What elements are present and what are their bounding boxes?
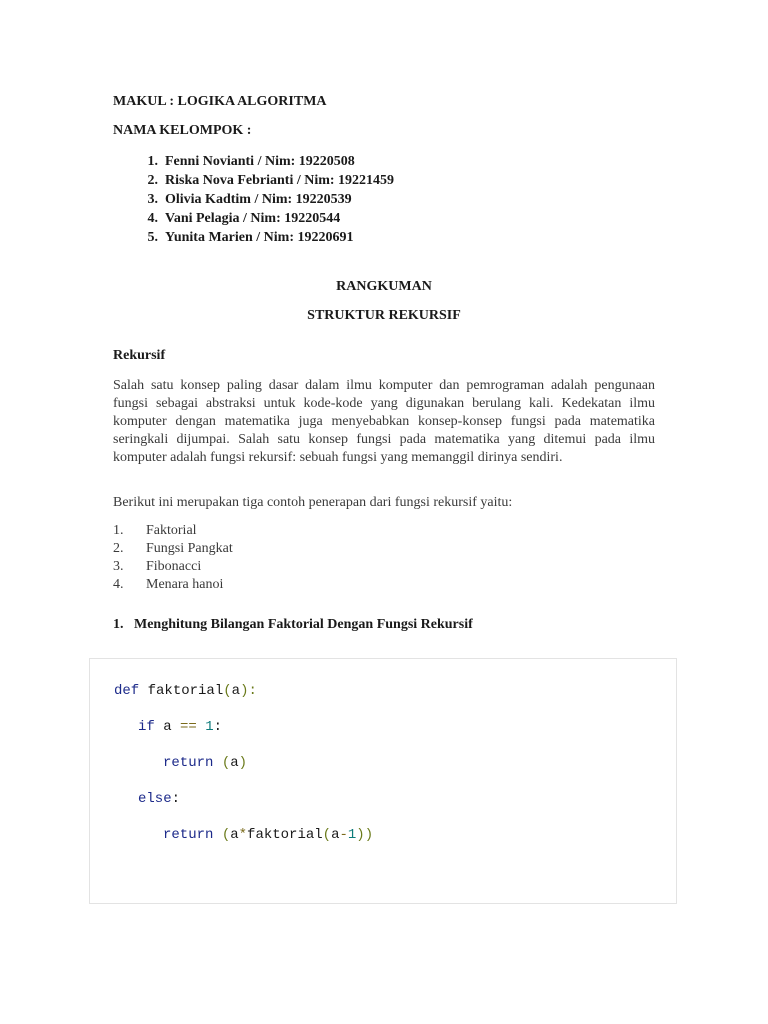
member-text: Olivia Kadtim / Nim: 19220539 — [165, 192, 352, 207]
list-text: Menara hanoi — [146, 577, 224, 592]
group-label: NAMA KELOMPOK : — [113, 123, 252, 138]
code-line — [138, 719, 222, 735]
list-number: 3. — [113, 559, 124, 574]
code-keyword: if — [138, 719, 155, 735]
code-line — [163, 827, 373, 843]
subsection-title: Menghitung Bilangan Faktorial Dengan Fungsi Rekursif — [134, 617, 473, 632]
examples-intro: Berikut ini merupakan tiga contoh penerapan dari fungsi rekursif yaitu: — [113, 495, 513, 510]
list-number: 1. — [113, 523, 124, 538]
member-item — [113, 152, 394, 171]
code-punct: : — [213, 719, 223, 735]
code-paren: ( — [221, 755, 231, 771]
list-number: 3. — [147, 192, 158, 207]
member-text: Vani Pelagia / Nim: 19220544 — [165, 211, 341, 226]
code-identifier: a — [331, 827, 340, 843]
code-identifier: a — [231, 683, 241, 699]
code-identifier: a — [163, 719, 172, 735]
subsection-number: 1. — [113, 617, 124, 632]
member-text: Fenni Novianti / Nim: 19220508 — [165, 154, 355, 169]
code-number: 1 — [347, 827, 357, 843]
code-paren: ) — [238, 755, 248, 771]
member-text: Riska Nova Febrianti / Nim: 19221459 — [165, 173, 395, 188]
list-item — [113, 558, 233, 576]
list-number: 2. — [147, 173, 158, 188]
code-paren: ( — [322, 827, 332, 843]
member-item — [113, 190, 394, 209]
list-item — [113, 576, 233, 594]
code-keyword: def — [114, 683, 140, 699]
code-paren: ): — [240, 683, 257, 699]
member-list — [113, 152, 394, 247]
code-operator: == — [180, 719, 197, 735]
code-keyword: return — [163, 755, 214, 771]
member-item — [113, 228, 394, 247]
member-item — [113, 209, 394, 228]
code-identifier: a — [230, 827, 239, 843]
code-operator: * — [238, 827, 248, 843]
code-line — [138, 791, 180, 807]
list-number: 4. — [147, 211, 158, 226]
code-keyword: return — [163, 827, 214, 843]
list-number: 4. — [113, 577, 124, 592]
examples-list — [113, 522, 233, 594]
section-title: Rekursif — [113, 348, 166, 363]
code-identifier: a — [230, 755, 239, 771]
member-item — [113, 171, 394, 190]
code-paren: ( — [221, 827, 231, 843]
list-number: 5. — [147, 230, 158, 245]
list-number: 1. — [147, 154, 158, 169]
intro-paragraph: Salah satu konsep paling dasar dalam ilmu komputer dan pemrograman adalah pengunaan fungsi sebagai abstraksi untuk kode-kode yang digunakan berulang kali. Kedekatan ilmu komputer dengan matematika juga menyebabkan konsep-konsep fungsi pada matematika seringkali dijumpai. Salah satu konsep fungsi pada matematika yang ditemui pada ilmu komputer adalah fungsi rekursif: sebuah fungsi yang memanggil dirinya sendiri. — [113, 378, 655, 465]
code-line — [114, 683, 257, 699]
course-heading: MAKUL : LOGIKA ALGORITMA — [113, 94, 327, 109]
code-line — [163, 755, 247, 771]
summary-title: RANGKUMAN — [336, 279, 432, 294]
code-paren: ( — [223, 683, 232, 699]
code-keyword: else — [138, 791, 172, 807]
code-block — [89, 658, 677, 904]
code-punct: : — [171, 791, 181, 807]
code-identifier: faktorial — [247, 827, 323, 843]
topic-title: STRUKTUR REKURSIF — [307, 308, 461, 323]
code-operator: - — [339, 827, 348, 843]
code-identifier: faktorial — [147, 683, 224, 699]
code-number: 1 — [205, 719, 214, 735]
list-item — [113, 522, 233, 540]
list-number: 2. — [113, 541, 124, 556]
subsection-heading — [113, 617, 473, 633]
list-text: Fibonacci — [146, 559, 202, 574]
list-text: Fungsi Pangkat — [146, 541, 233, 556]
member-text: Yunita Marien / Nim: 19220691 — [165, 230, 354, 245]
code-paren: )) — [356, 827, 374, 843]
list-text: Faktorial — [146, 523, 197, 538]
list-item — [113, 540, 233, 558]
